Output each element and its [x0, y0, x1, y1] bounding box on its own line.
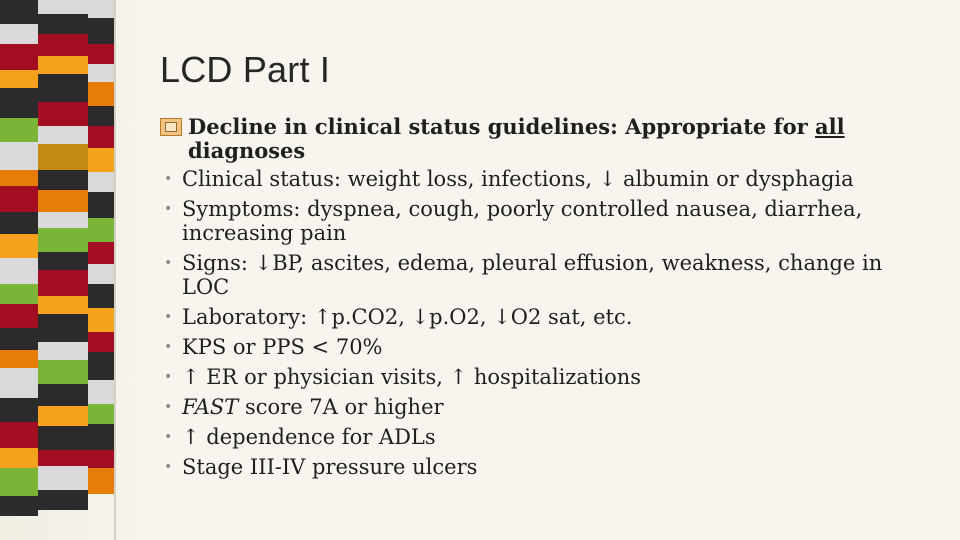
- stripe-band: [0, 70, 38, 88]
- stripe-band: [88, 404, 116, 424]
- bullet-item-text: [182, 395, 920, 419]
- stripe-band: [38, 102, 88, 126]
- stripe-band: [88, 264, 116, 284]
- stripe-band: [88, 148, 116, 172]
- bullet-item: [160, 425, 920, 449]
- stripe-band: [0, 24, 38, 44]
- stripe-band: [0, 186, 38, 212]
- stripe-band: [88, 380, 116, 404]
- stripe-band: [88, 242, 116, 264]
- stripe-band: [0, 88, 38, 118]
- stripe-band: [88, 332, 116, 352]
- stripe-band: [0, 170, 38, 186]
- bullet-item-text: Symptoms: dyspnea, cough, poorly controlled nausea, diarrhea, increasing pain: [182, 197, 863, 245]
- section-heading-after: diagnoses: [188, 138, 306, 163]
- stripe-band: [88, 64, 116, 82]
- bullet-item: [160, 365, 920, 389]
- stripe-band: [38, 144, 88, 170]
- stripe-band: [0, 304, 38, 328]
- bullet-dot-icon: •: [164, 201, 173, 217]
- bullet-dot-icon: •: [164, 459, 173, 475]
- stripe-band: [38, 360, 88, 384]
- stripe-band: [38, 342, 88, 360]
- stripe-band: [38, 56, 88, 74]
- stripe-band: [0, 350, 38, 368]
- bullet-item-text: ↑ ER or physician visits, ↑ hospitalizations: [182, 365, 642, 389]
- stripe-band: [38, 384, 88, 406]
- bullet-dot-icon: •: [164, 171, 173, 187]
- stripe-band: [38, 314, 88, 342]
- stripe-band: [38, 34, 88, 56]
- stripe-band: [38, 74, 88, 102]
- stripe-column-right: [88, 0, 116, 540]
- stripe-band: [88, 106, 116, 126]
- bullet-item: [160, 251, 920, 299]
- stripe-band: [88, 44, 116, 64]
- stripe-band: [0, 448, 38, 468]
- section-heading-before: Decline in clinical status guidelines: Appropriate for: [188, 114, 816, 139]
- bullet-dot-icon: •: [164, 309, 173, 325]
- decorative-stripe-strip: [0, 0, 116, 540]
- slide-title: LCD Part I: [160, 49, 331, 90]
- section-heading: [160, 115, 920, 163]
- fast-label: FAST: [182, 395, 239, 419]
- stripe-band: [0, 142, 38, 170]
- stripe-band: [88, 308, 116, 332]
- section-heading-text: [188, 115, 920, 163]
- stripe-band: [88, 468, 116, 494]
- bullet-item-text: ↑ dependence for ADLs: [182, 425, 436, 449]
- bullet-dot-icon: •: [164, 429, 173, 445]
- bullet-item: [160, 167, 920, 191]
- stripe-band: [0, 234, 38, 258]
- slide-content: [160, 115, 920, 485]
- bullet-item: [160, 305, 920, 329]
- stripe-band: [38, 296, 88, 314]
- stripe-band: [38, 450, 88, 466]
- stripe-band: [38, 466, 88, 490]
- stripe-band: [0, 118, 38, 142]
- stripe-band: [0, 284, 38, 304]
- stripe-band: [88, 18, 116, 44]
- stripe-band: [38, 0, 88, 14]
- bullet-item: [160, 197, 920, 245]
- stripe-band: [88, 284, 116, 308]
- stripe-band: [0, 398, 38, 422]
- stripe-band: [38, 170, 88, 190]
- stripe-band: [38, 212, 88, 228]
- stripe-band: [88, 352, 116, 380]
- stripe-band: [0, 496, 38, 516]
- section-heading-underlined: all: [815, 114, 845, 139]
- stripe-band: [38, 270, 88, 296]
- bullet-item-text: Clinical status: weight loss, infections, ↓ albumin or dysphagia: [182, 167, 854, 191]
- strip-separator: [114, 0, 116, 540]
- stripe-band: [88, 192, 116, 218]
- stripe-band: [38, 190, 88, 212]
- stripe-band: [38, 126, 88, 144]
- fast-rest: score 7A or higher: [238, 395, 444, 419]
- stripe-band: [0, 328, 38, 350]
- stripe-band: [38, 406, 88, 426]
- stripe-band: [38, 14, 88, 34]
- box-bullet-icon: [160, 118, 182, 136]
- stripe-band: [0, 422, 38, 448]
- stripe-band: [0, 44, 38, 70]
- stripe-band: [88, 172, 116, 192]
- stripe-band: [88, 424, 116, 450]
- stripe-band: [88, 126, 116, 148]
- bullet-dot-icon: •: [164, 339, 173, 355]
- stripe-band: [88, 218, 116, 242]
- stripe-band: [38, 490, 88, 510]
- bullet-item-text: KPS or PPS < 70%: [182, 335, 383, 359]
- bullet-dot-icon: •: [164, 399, 173, 415]
- bullet-item: [160, 335, 920, 359]
- stripe-band: [88, 82, 116, 106]
- stripe-band: [0, 368, 38, 398]
- bullet-item-text: Signs: ↓BP, ascites, edema, pleural effusion, weakness, change in LOC: [182, 251, 883, 299]
- stripe-band: [88, 0, 116, 18]
- stripe-column-left: [0, 0, 38, 540]
- stripe-band: [0, 0, 38, 24]
- bullet-dot-icon: •: [164, 369, 173, 385]
- bullet-dot-icon: •: [164, 255, 173, 271]
- stripe-band: [0, 468, 38, 496]
- bullet-item-text: Laboratory: ↑p.CO2, ↓p.O2, ↓O2 sat, etc.: [182, 305, 633, 329]
- stripe-column-main: [38, 0, 88, 540]
- stripe-band: [88, 450, 116, 468]
- stripe-band: [0, 258, 38, 284]
- bullet-item: [160, 395, 920, 419]
- stripe-band: [0, 212, 38, 234]
- bullet-item-text: Stage III-IV pressure ulcers: [182, 455, 478, 479]
- stripe-band: [38, 228, 88, 252]
- bullet-item: [160, 455, 920, 479]
- stripe-band: [38, 426, 88, 450]
- stripe-band: [38, 252, 88, 270]
